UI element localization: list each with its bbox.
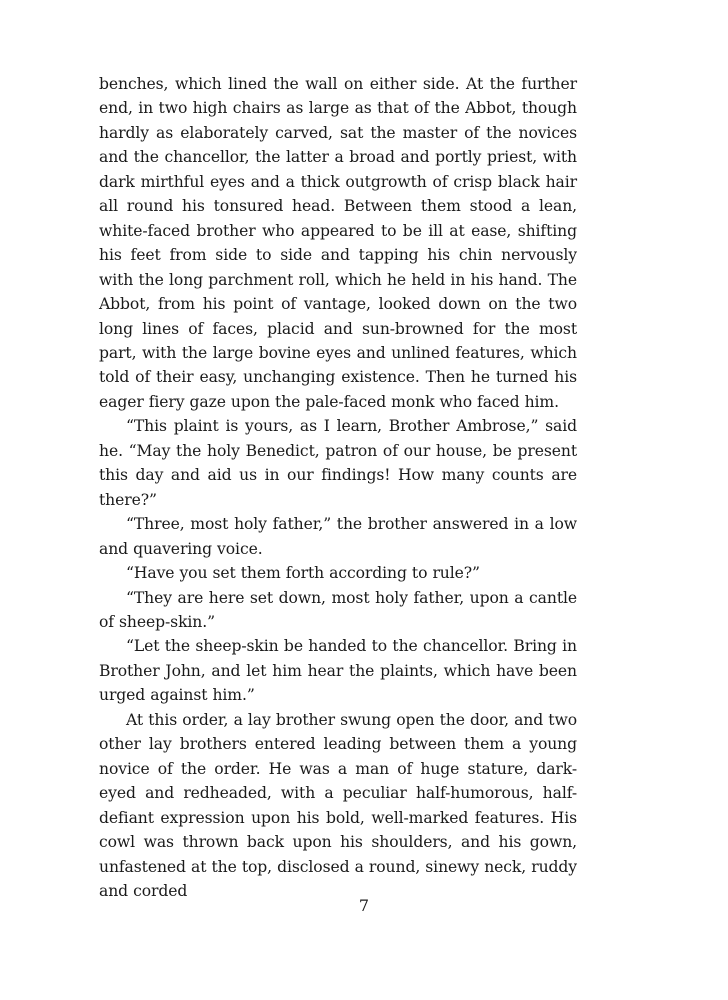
paragraph-rule-question: “Have you set them forth according to rule?” xyxy=(126,564,480,583)
paragraph-novice-enters: At this order, a lay brother swung open the door, and two other lay brothers entered leading between them a young novice of the order. He was a man of huge stature, dark-eyed and redheaded, with a peculiar half-humorous, half-defiant expression upon his bold, well-marked features. His cowl was thrown back upon his shoulders, and his gown, unfastened at the top, disclosed a round, sinewy neck, ruddy and corded xyxy=(99,710,577,900)
page-number: 7 xyxy=(358,896,370,915)
paragraph-sheepskin-reply: “They are here set down, most holy father, upon a cantle of sheep-skin.” xyxy=(99,588,577,631)
paragraph-continued: benches, which lined the wall on either side. At the further end, in two high chairs as large as that of the Abbot, though hardly as elaborately carved, sat the master of the novices and the chancellor, the latter a broad and portly priest, with dark mirthful eyes and a thick outgrowth of crisp black hair all round his tonsured head. Between them stood a lean, white-faced brother who appeared to be ill at ease, shifting his feet from side to side and tapping his chin nervously with the long parchment roll, which he held in his hand. The Abbot, from his point of vantage, looked down on the two long lines of faces, placid and sun-browned for the most part, with the large bovine eyes and unlined features, which told of their easy, unchanging existence. Then he turned his eager fiery gaze upon the pale-faced monk who faced him. xyxy=(99,75,577,411)
body-text xyxy=(99,72,577,903)
paragraph-brother-answer: “Three, most holy father,” the brother answered in a low and quavering voice. xyxy=(99,515,577,558)
paragraph-bring-john: “Let the sheep-skin be handed to the chancellor. Bring in Brother John, and let him hear the plaints, which have been urged against him.” xyxy=(99,637,577,705)
paragraph-abbot-speech: “This plaint is yours, as I learn, Brother Ambrose,” said he. “May the holy Benedict, patron of our house, be present this day and aid us in our findings! How many counts are there?” xyxy=(99,417,577,509)
